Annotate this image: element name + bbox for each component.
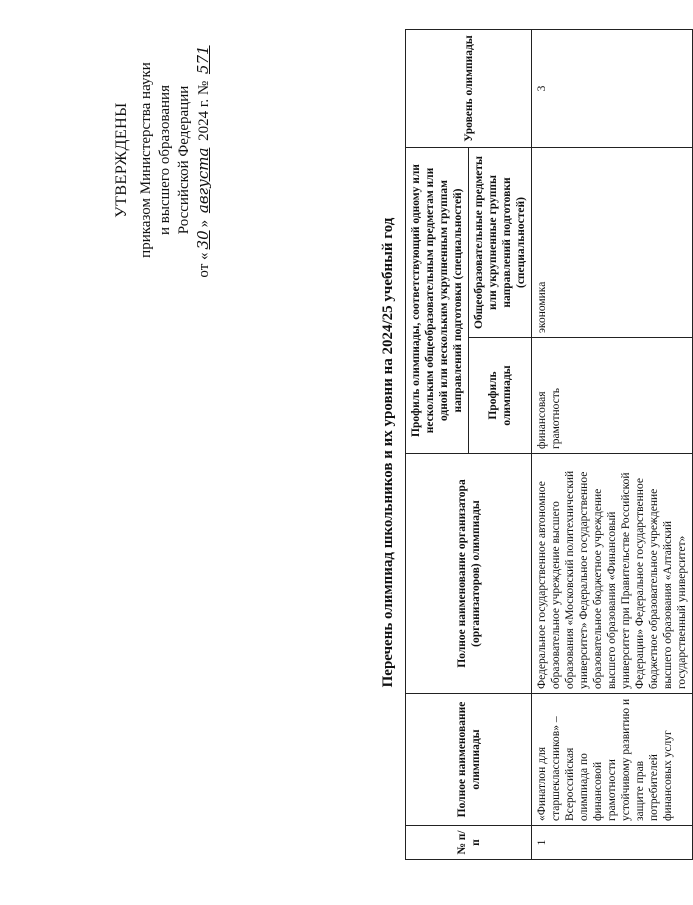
table-header-row <box>406 30 469 860</box>
cell-organizer: Федеральное государственное автономное образовательное учреждение высшего образования «Московский политехнический университет» Федеральное государственное образовательное бюджетное учреждение высшего образования «Финансовый университет при Правительстве Российской Федерации» Федеральное государственное бюджетное образовательное учреждение высшего образования «Алтайский государственный университет» <box>532 454 693 694</box>
approval-date-line <box>194 20 214 300</box>
header-profile-group: Профиль олимпиады, соответствующий одному или нескольким общеобразовательным предметам или одной или нескольким укрупненным группам направлений подготовки (специальностей) <box>406 148 469 454</box>
header-name: Полное наименование олимпиады <box>406 694 532 826</box>
header-level: Уровень олимпиады <box>406 30 532 148</box>
cell-profile: финансовая грамотность <box>532 338 693 454</box>
header-subjects: Общеобразовательные предметы или укрупненные группы направлений подготовки (специальностей) <box>469 148 532 338</box>
approval-line-2: и высшего образования <box>157 85 173 235</box>
cell-name: «Финатлон для старшеклассников» – Всероссийская олимпиада по финансовой грамотности устойчивому развитию и защите прав потребителей финансовых услуг <box>532 694 693 826</box>
handwritten-number: 571 <box>194 45 212 75</box>
table-row <box>532 30 693 860</box>
cell-num: 1 <box>532 826 693 860</box>
header-profile: Профиль олимпиады <box>469 338 532 454</box>
approval-line-3: Российской Федерации <box>176 85 192 235</box>
approval-line-1: приказом Министерства науки <box>138 62 154 258</box>
page-title: Перечень олимпиад школьников и их уровни на 2024/25 учебный год <box>380 217 396 688</box>
cell-subjects: экономика <box>532 148 693 338</box>
header-organizer: Полное наименование организатора (организаторов) олимпиады <box>406 454 532 694</box>
date-mid: » <box>196 219 212 228</box>
year-suffix: 2024 г. № <box>196 80 212 141</box>
approval-block <box>112 20 214 300</box>
olympiad-table <box>405 29 693 860</box>
cell-level: 3 <box>532 30 693 148</box>
handwritten-day: 30 <box>194 230 212 250</box>
header-num: № п/п <box>406 826 532 860</box>
approval-heading: УТВЕРЖДЕНЫ <box>113 102 130 218</box>
date-prefix: от « <box>196 252 212 278</box>
handwritten-month: августа <box>194 147 212 214</box>
